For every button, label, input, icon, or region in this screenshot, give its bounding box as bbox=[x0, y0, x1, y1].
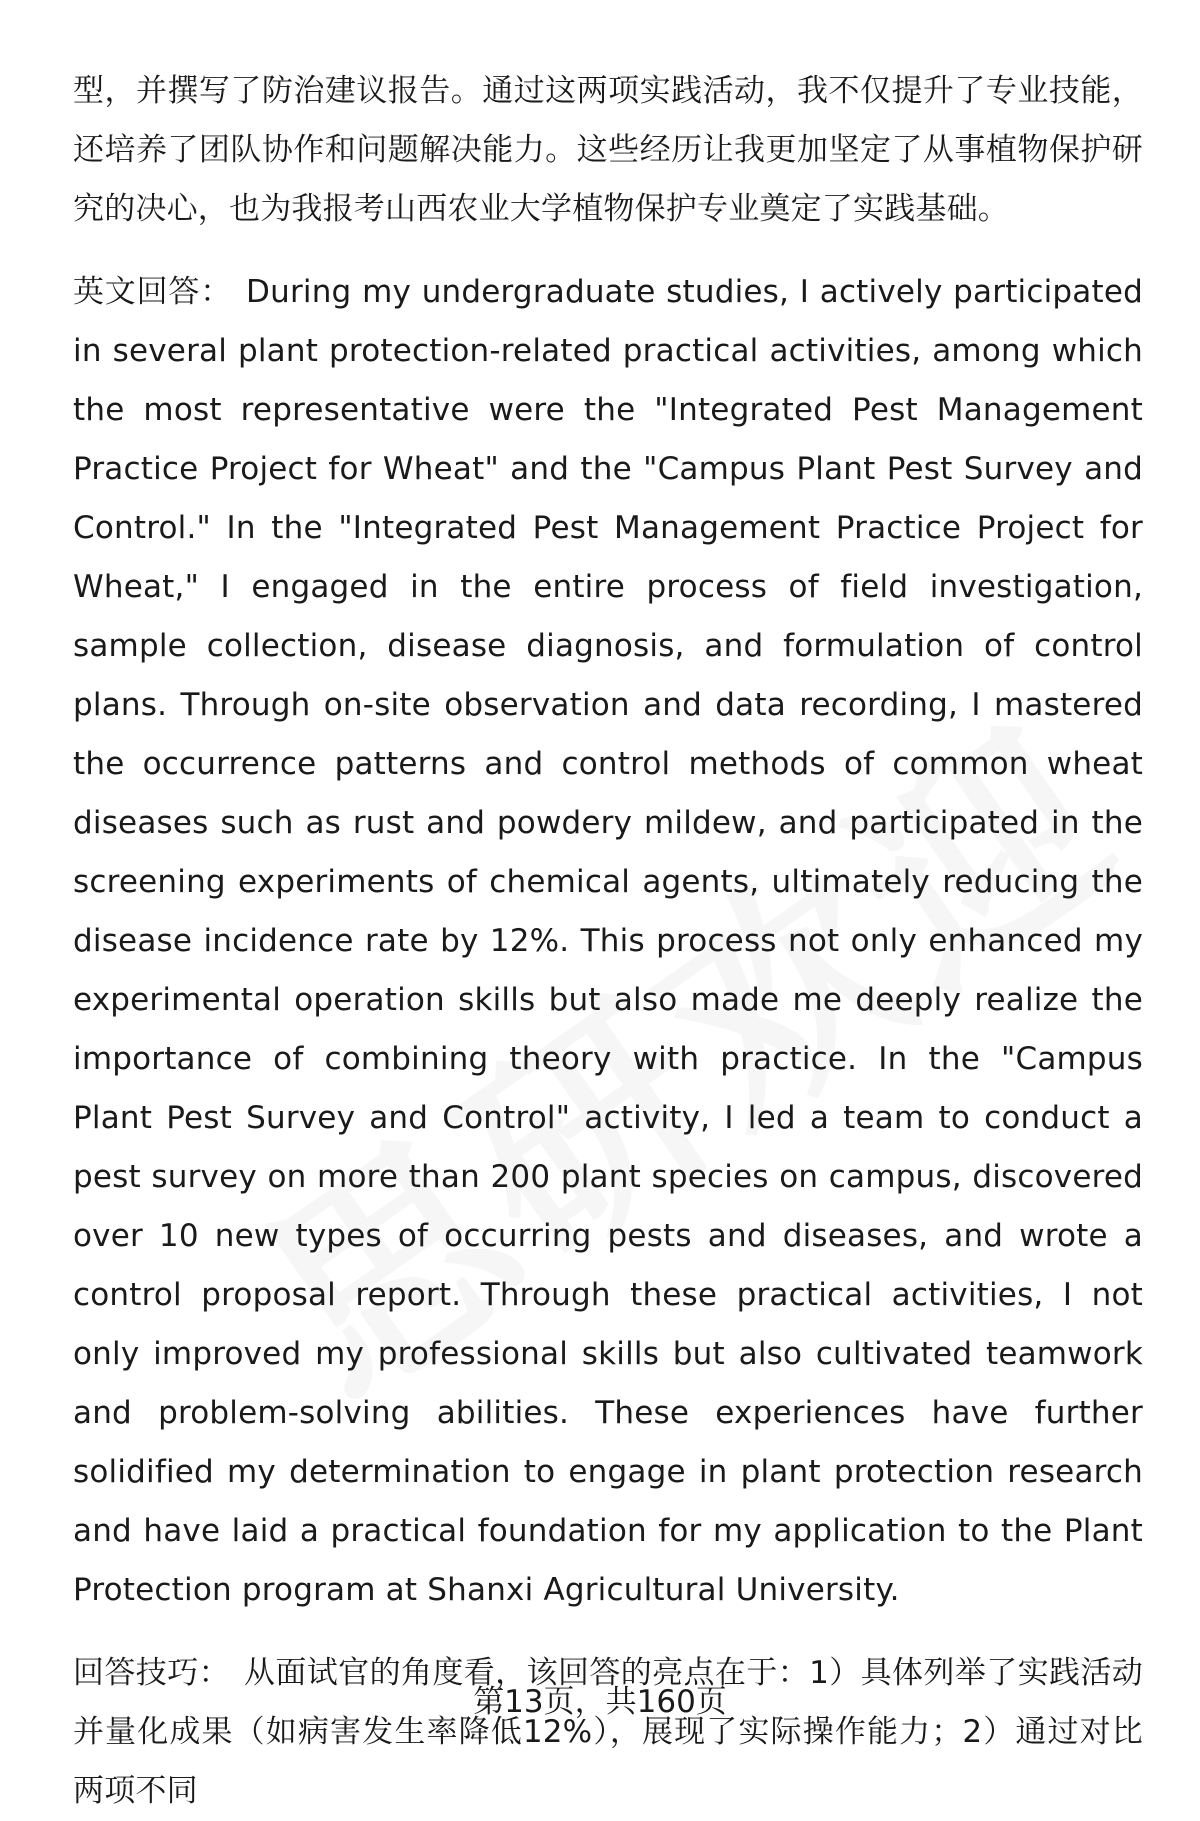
chinese-paragraph-continued: 型，并撰写了防治建议报告。通过这两项实践活动，我不仅提升了专业技能，还培养了团队协作和问题解决能力。这些经历让我更加坚定了从事植物保护研究的决心，也为我报考山西农业大学植物保护专业奠定了实践基础。 bbox=[73, 73, 1143, 227]
page-content bbox=[73, 62, 1143, 1821]
answer-tips-text: 从面试官的角度看，该回答的亮点在于：1）具体列举了实践活动并量化成果（如病害发生率降低12%），展现了实际操作能力；2）通过对比两项不同 bbox=[73, 1655, 1143, 1809]
english-answer-text: During my undergraduate studies, I actively participated in several plant protection-related practical activities, among which the most representative were the "Integrated Pest Management Practice Project for Wheat" and the "Campus Plant Pest Survey and Control." In the "Integrated Pest Management Practice Project for Wheat," I engaged in the entire process of field investigation, sample collection, disease diagnosis, and formulation of control plans. Through on-site observation and data recording, I mastered the occurrence patterns and control methods of common wheat diseases such as rust and powdery mildew, and participated in the screening experiments of chemical agents, ultimately reducing the disease incidence rate by 12%. This process not only enhanced my experimental operation skills but also made me deeply realize the importance of combining theory with practice. In the "Campus Plant Pest Survey and Control" activity, I led a team to conduct a pest survey on more than 200 plant species on campus, discovered over 10 new types of occurring pests and diseases, and wrote a control proposal report. Through these practical activities, I not only improved my professional skills but also cultivated teamwork and problem-solving abilities. These experiences have further solidified my determination to engage in plant protection research and have laid a practical foundation for my application to the Plant Protection program at Shanxi Agricultural University. bbox=[73, 274, 1144, 1608]
answer-tips-paragraph bbox=[73, 1644, 1143, 1821]
answer-tips-label: 回答技巧： bbox=[73, 1655, 230, 1691]
english-answer-paragraph bbox=[73, 263, 1143, 1620]
english-answer-label: 英文回答： bbox=[73, 274, 233, 310]
page-number-footer: 第13页，共160页 bbox=[473, 1684, 727, 1720]
